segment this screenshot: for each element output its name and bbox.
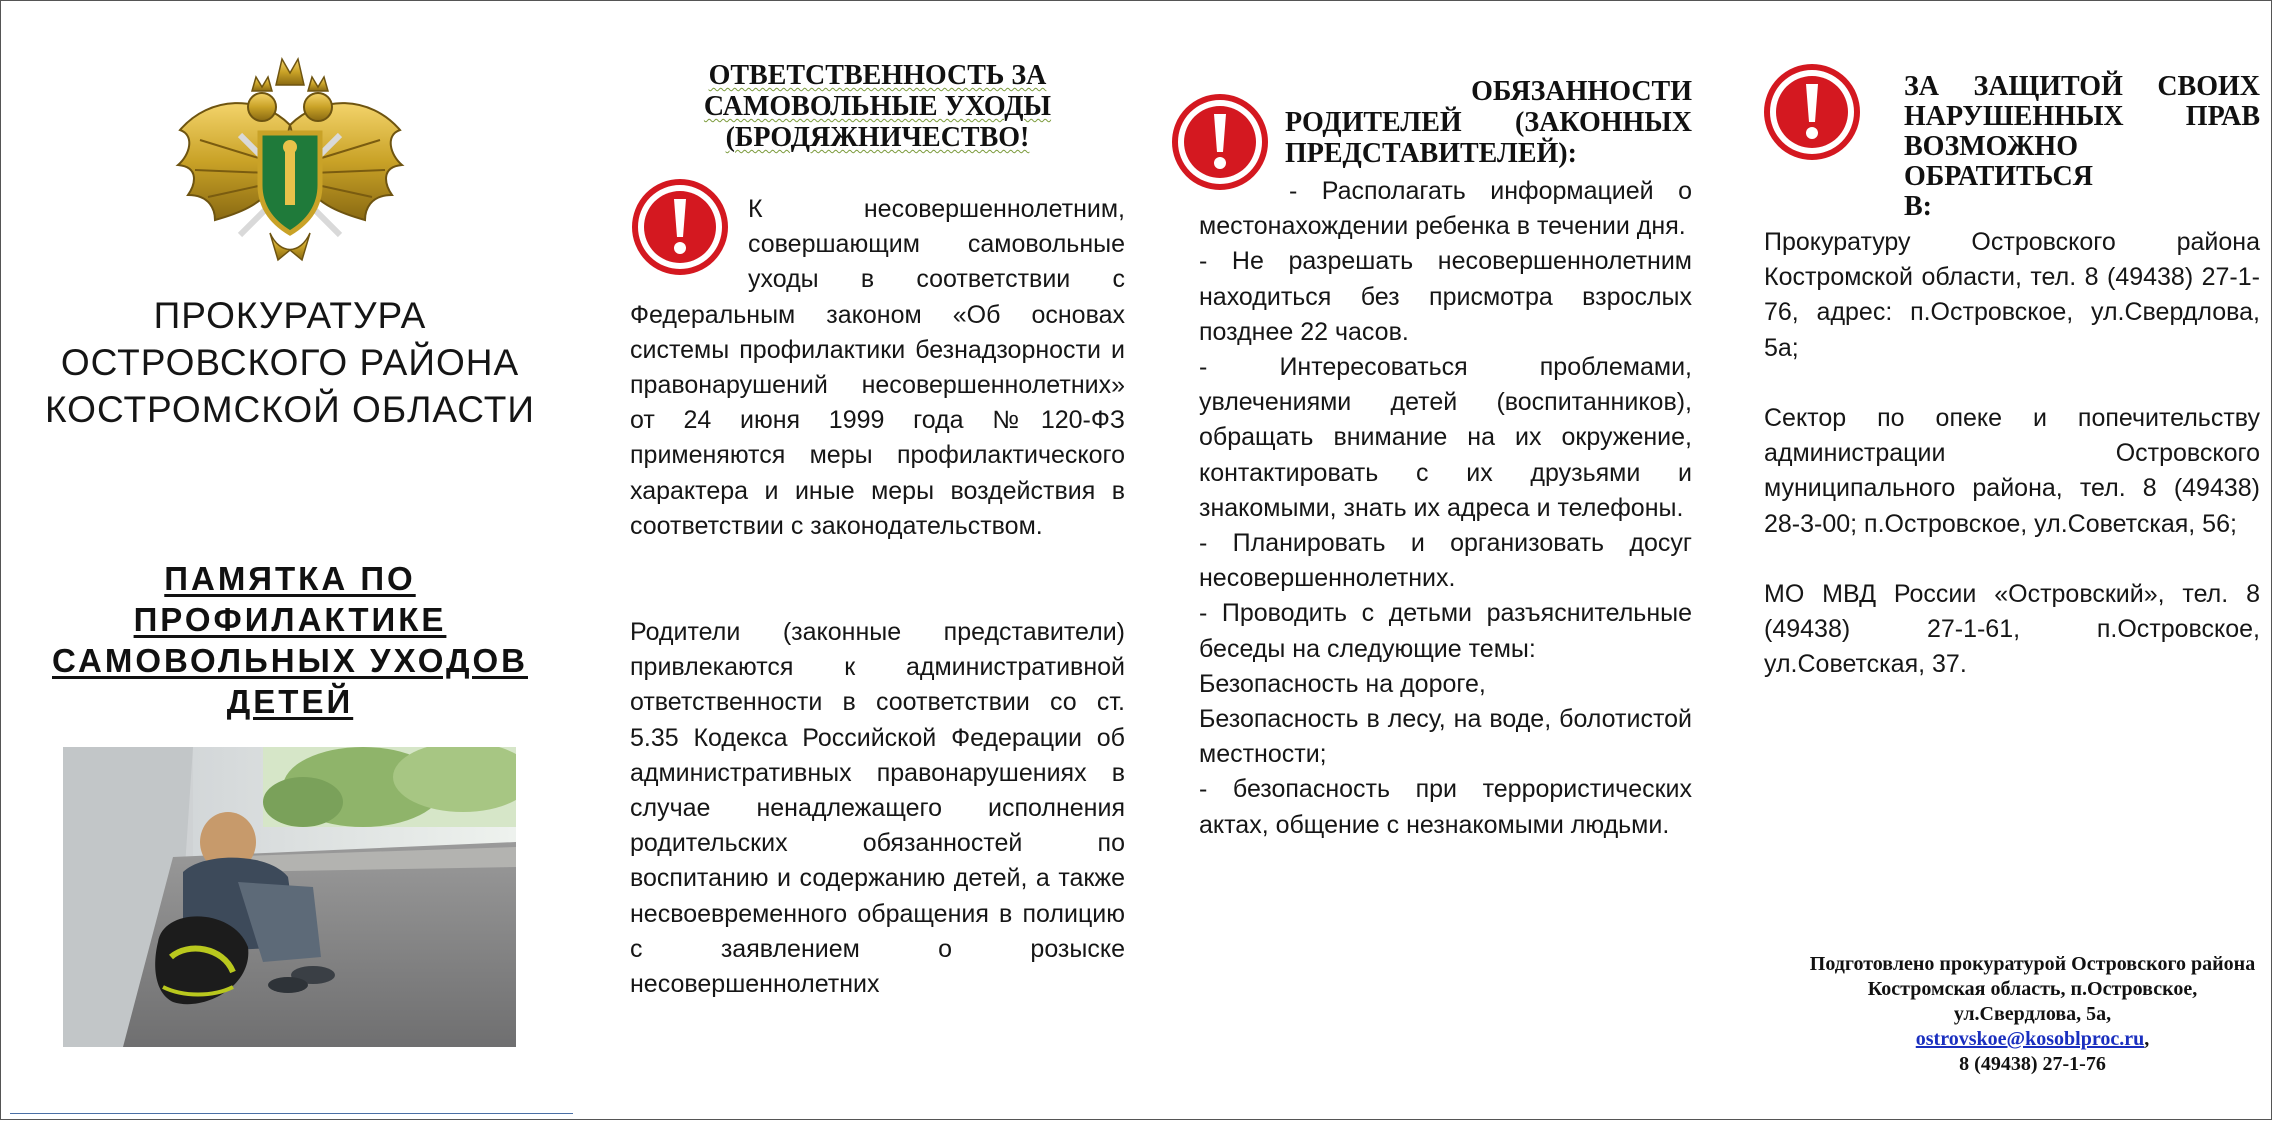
responsibility-heading bbox=[630, 60, 1125, 153]
responsibility-paragraph-2 bbox=[630, 615, 1125, 1002]
duty-item: Безопасность на дороге, bbox=[1199, 669, 1486, 698]
duties-heading bbox=[1285, 76, 1692, 169]
duty-item: - Не разрешать несовершеннолетним находиться без присмотра взрослых позднее 22 часов. bbox=[1199, 247, 1692, 346]
contact-item: Прокуратуру Островского района Костромской области, тел. 8 (49438) 27-1-76, адрес: п.Островское, ул.Свердлова, 5а; bbox=[1764, 228, 2260, 362]
heading-line: ОБЯЗАННОСТИ bbox=[1471, 76, 1692, 107]
responsibility-paragraph-1 bbox=[630, 192, 1125, 544]
memo-title-line: ПРОФИЛАКТИКЕ bbox=[133, 601, 447, 638]
left-panel bbox=[0, 0, 580, 1122]
contact-item: Сектор по опеке и попечительству администрации Островского муниципального района, тел. 8 (49438) 28-3-00; п.Островское, ул.Советская, 56; bbox=[1764, 404, 2260, 538]
org-title-line: ПРОКУРАТУРА bbox=[153, 295, 427, 336]
heading-line: ОТВЕТСТВЕННОСТЬ ЗА bbox=[708, 60, 1047, 91]
memo-title-line: ДЕТЕЙ bbox=[226, 683, 354, 720]
heading-line: В: bbox=[1904, 191, 1932, 222]
heading-line: РОДИТЕЛЕЙ (ЗАКОННЫХ bbox=[1285, 107, 1692, 138]
duty-item: - Интересоваться проблемами, увлечениями детей (воспитанников), обращать внимание на их окружение, контактировать с их друзьями и знакомыми, знать их адреса и телефоны. bbox=[1199, 353, 1692, 522]
footer-email-line bbox=[1805, 1027, 2260, 1052]
duties-list bbox=[1199, 174, 1692, 843]
heading-line: САМОВОЛЬНЫЕ УХОДЫ bbox=[703, 91, 1052, 122]
memo-title-line: САМОВОЛЬНЫХ УХОДОВ bbox=[52, 642, 528, 679]
contacts-list bbox=[1764, 225, 2260, 718]
contact-item: МО МВД России «Островский», тел. 8 (49438) 27-1-61, п.Островское, ул.Советская, 37. bbox=[1764, 580, 2260, 679]
heading-line: ВОЗМОЖНО ОБРАТИТЬСЯ bbox=[1904, 131, 2093, 192]
paragraph-text: Родители (законные представители) привлекаются к административной ответственности в соответствии со ст. 5.35 Кодекса Российской Федерации об административных правонарушениях в случае ненадлежащего исполнения родительских обязанностей по воспитанию и содержанию детей, а также несвоевременного обращения в полицию с заявлением о розыске несовершеннолетних bbox=[630, 618, 1125, 999]
duty-item: Безопасность в лесу, на воде, болотистой местности; bbox=[1199, 705, 1692, 769]
heading-line: ПРЕДСТАВИТЕЛЕЙ): bbox=[1285, 138, 1577, 169]
prosecutor-emblem-icon bbox=[170, 55, 410, 275]
heading-line: (БРОДЯЖНИЧЕСТВО! bbox=[725, 122, 1030, 153]
footer-line: Костромская область, п.Островское, ул.Свердлова, 5а, bbox=[1867, 978, 2198, 1025]
email-suffix: , bbox=[2144, 1028, 2150, 1050]
heading-line: НАРУШЕННЫХ ПРАВ bbox=[1904, 101, 2260, 132]
duties-section bbox=[1170, 0, 1692, 1122]
contacts-heading bbox=[1904, 72, 2260, 222]
duty-item: - безопасность при террористических актах, общение с незнакомыми людьми. bbox=[1199, 775, 1692, 839]
exclamation-warning-icon bbox=[1762, 62, 1862, 162]
duty-item: - Располагать информацией о местонахождении ребенка в течении дня. bbox=[1199, 177, 1692, 241]
memo-title-line: ПАМЯТКА ПО bbox=[164, 560, 416, 597]
memo-title bbox=[20, 558, 560, 722]
bottom-rule bbox=[10, 1113, 573, 1114]
footer-line: Подготовлено прокуратурой Островского района bbox=[1809, 953, 2256, 975]
sad-child-photo bbox=[63, 747, 516, 1047]
icon-spacer bbox=[630, 192, 748, 297]
org-title bbox=[20, 292, 560, 433]
paragraph-text: К несовершеннолетним, совершающим самовольные уходы в соответствии с Федеральным законом «Об основах системы профилактики безнадзорности и правонарушений несовершеннолетних» от 24 июня 1999 года №120-ФЗ применяются меры профилактического характера и иные меры воздействия в соответствии с законодательством. bbox=[630, 195, 1125, 540]
heading-line: ЗА ЗАЩИТОЙ СВОИХ bbox=[1904, 71, 2260, 102]
duty-item: - Планировать и организовать досуг несовершеннолетних. bbox=[1199, 529, 1692, 593]
footer-phone: 8 (49438) 27-1-76 bbox=[1959, 1053, 2106, 1075]
email-link[interactable]: ostrovskoe@kosoblproc.ru bbox=[1915, 1028, 2145, 1050]
duty-item: - Проводить с детьми разъяснительные беседы на следующие темы: bbox=[1199, 599, 1692, 663]
prepared-by-footer bbox=[1805, 952, 2260, 1077]
responsibility-section bbox=[630, 0, 1125, 1122]
org-title-line: ОСТРОВСКОГО РАЙОНА bbox=[60, 342, 520, 383]
org-title-line: КОСТРОМСКОЙ ОБЛАСТИ bbox=[45, 389, 535, 430]
